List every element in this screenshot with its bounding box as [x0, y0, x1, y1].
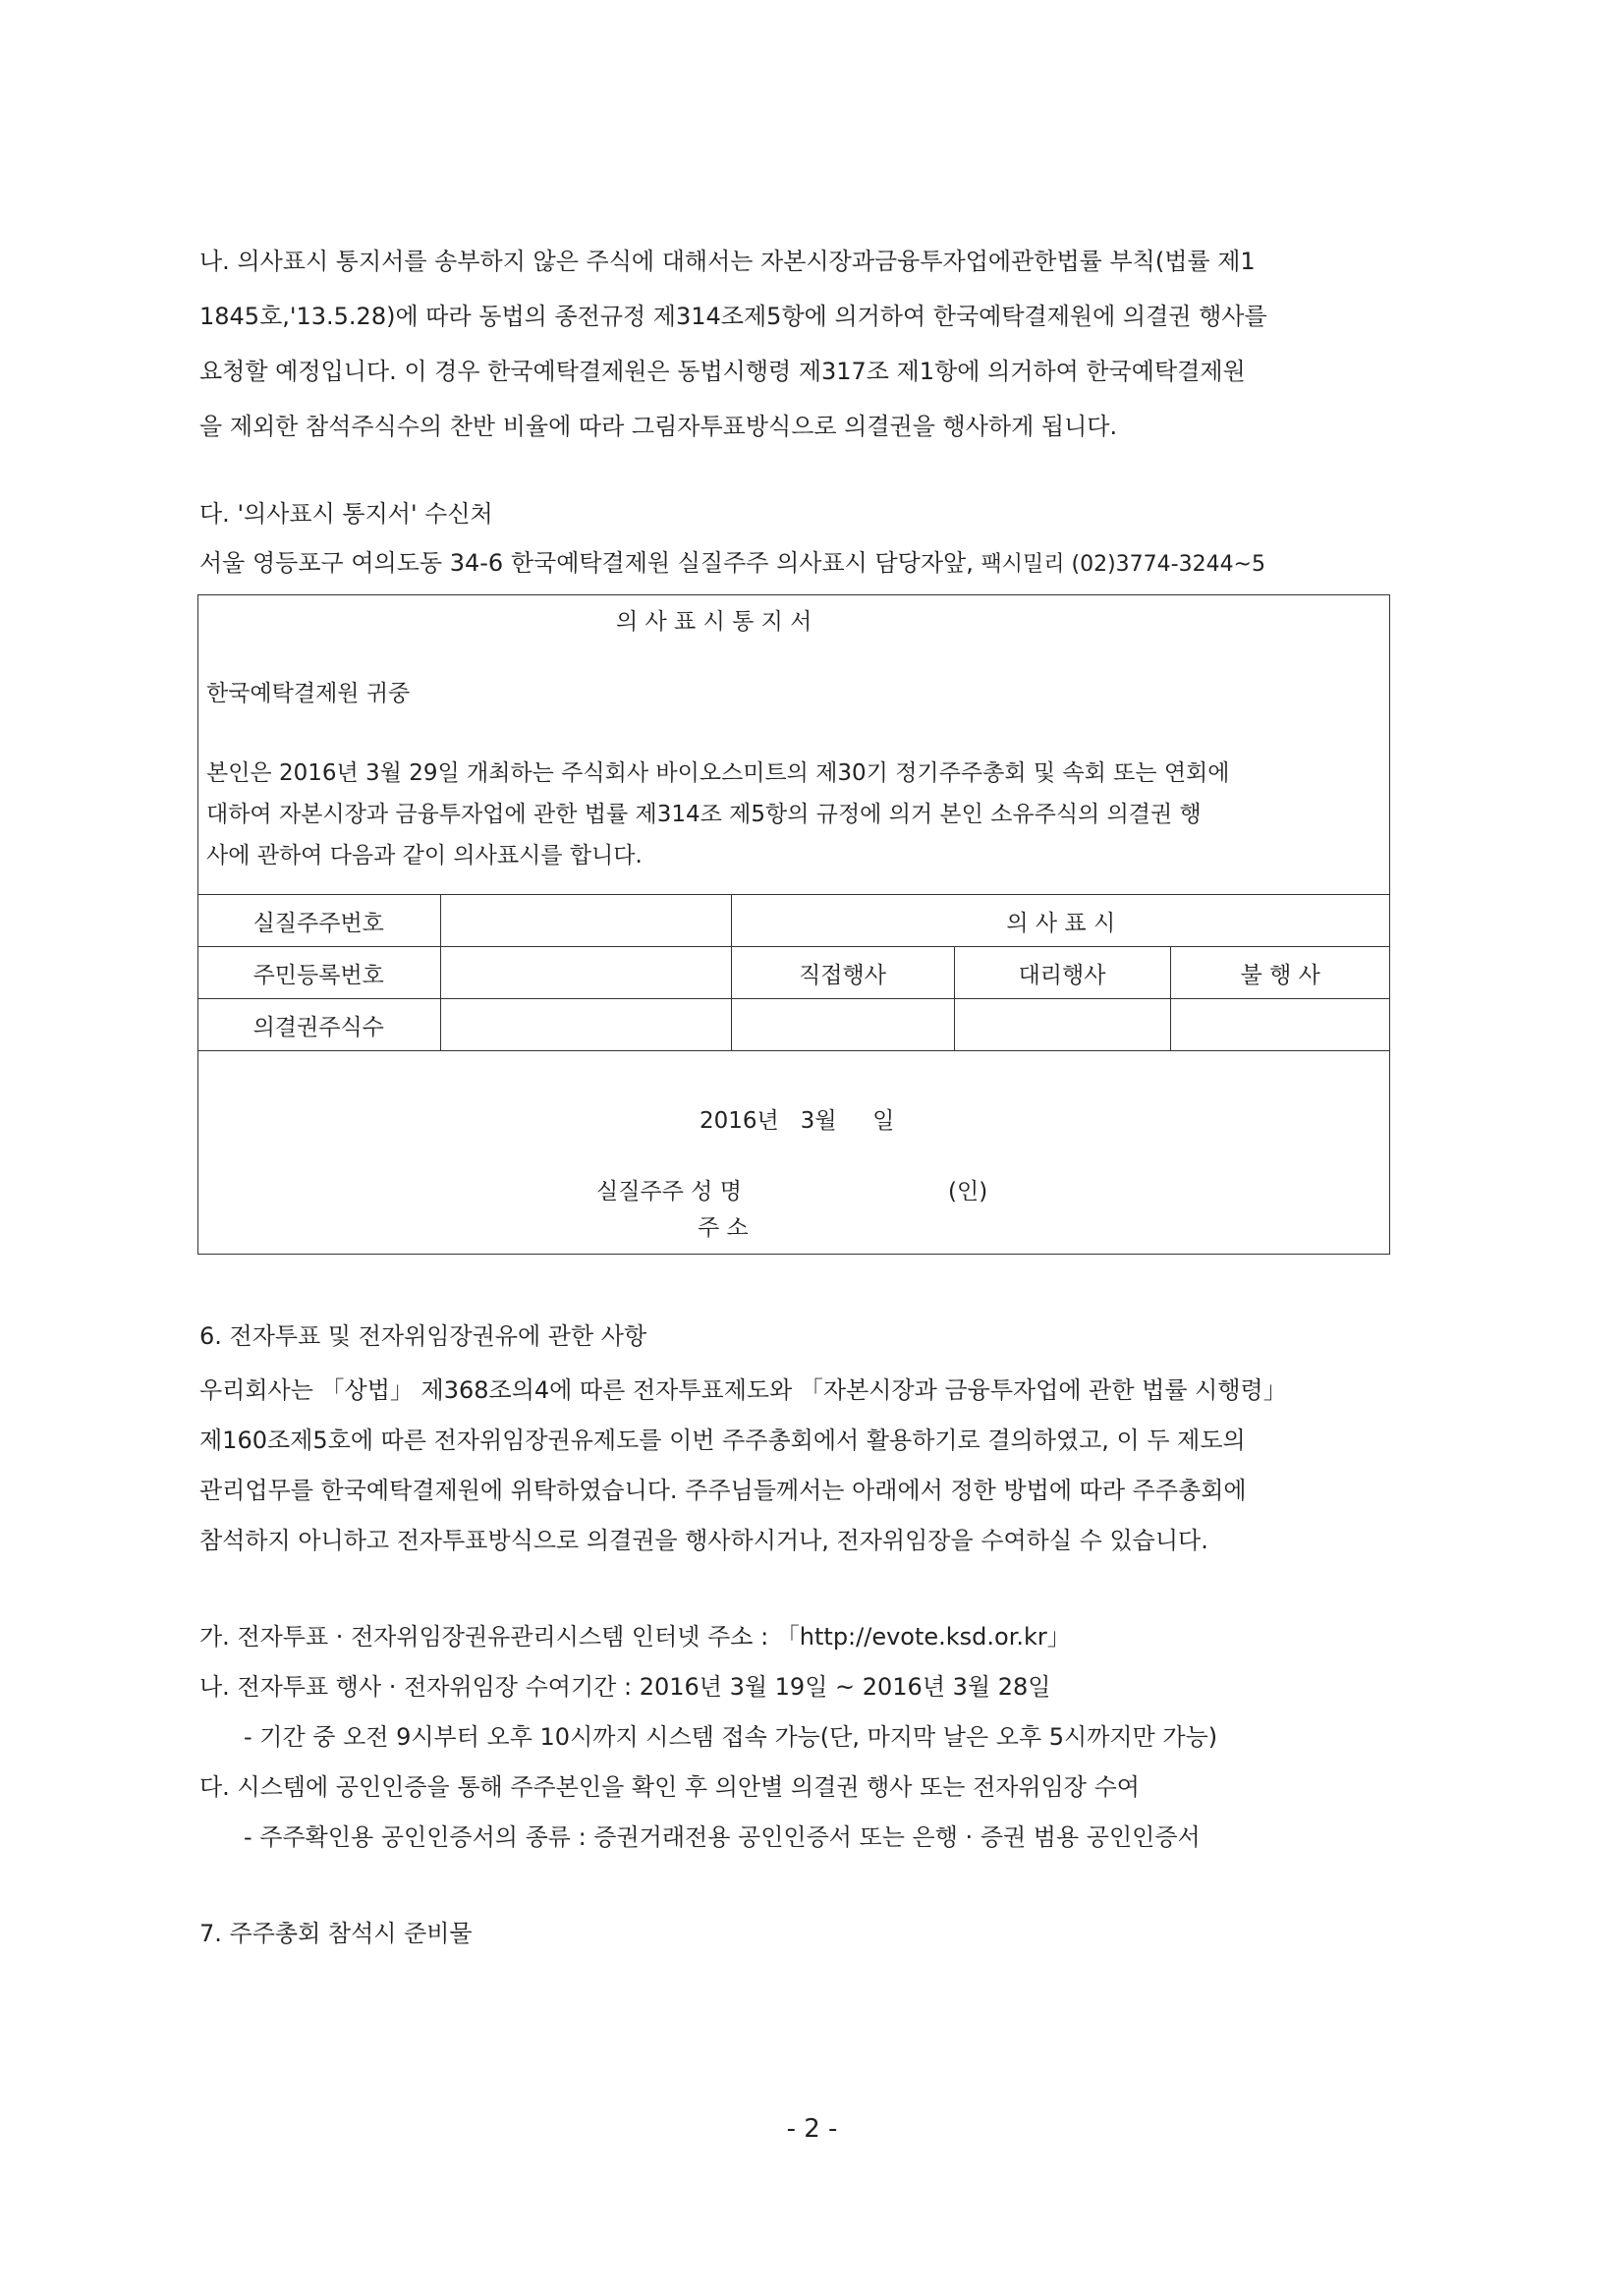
list-item-ga: 가. 전자투표 · 전자위임장권유관리시스템 인터넷 주소 : 「http://evote.ksd.or.kr」	[199, 1623, 1071, 1651]
paragraph-line: 나. 의사표시 통지서를 송부하지 않은 주식에 대해서는 자본시장과금융투자업에관한법률 부칙(법률 제1	[199, 248, 1256, 275]
fax-number: 팩시밀리 (02)3774-3244~5	[980, 552, 1265, 577]
intent-notice-form	[197, 594, 1390, 1255]
list-item-da: 다. 시스템에 공인인증을 통해 주주본인을 확인 후 의안별 의결권 행사 또는 전자위임장 수여	[199, 1773, 1140, 1801]
section-6-line: 제160조제5호에 따른 전자위임장권유제도를 이번 주주총회에서 활용하기로 결의하였고, 이 두 제도의	[199, 1427, 1246, 1454]
table-row	[197, 947, 1390, 999]
form-body-line: 대하여 자본시장과 금융투자업에 관한 법률 제314조 제5항의 규정에 의거 본인 소유주식의 의결권 행	[206, 802, 1202, 827]
no-exercise-header: 불 행 사	[1170, 947, 1390, 999]
direct-exercise-cell[interactable]	[731, 999, 954, 1051]
intent-header: 의 사 표 시	[731, 895, 1390, 947]
section-6-heading: 6. 전자투표 및 전자위임장권유에 관한 사항	[199, 1322, 647, 1350]
direct-exercise-header: 직접행사	[731, 947, 954, 999]
proxy-exercise-header: 대리행사	[954, 947, 1170, 999]
form-title: 의 사 표 시 통 지 서	[616, 609, 812, 635]
label-shareholder-number: 실질주주번호	[197, 895, 440, 947]
section-6-line: 우리회사는 「상법」 제368조의4에 따른 전자투표제도와 「자본시장과 금융투자업에 관한 법률 시행령」	[199, 1376, 1287, 1404]
page-number: - 2 -	[786, 2114, 838, 2144]
section-da-heading: 다. '의사표시 통지서' 수신처	[199, 500, 493, 528]
form-date: 2016년 3월 일	[700, 1108, 895, 1134]
form-body-line: 본인은 2016년 3월 29일 개최하는 주식회사 바이오스미트의 제30기 정기주주총회 및 속회 또는 연회에	[206, 760, 1230, 786]
form-addressee: 한국예탁결제원 귀중	[206, 681, 411, 706]
form-name-label: 실질주주 성 명	[596, 1179, 742, 1204]
voting-shares-cell[interactable]	[440, 999, 731, 1051]
label-voting-shares: 의결권주식수	[197, 999, 440, 1051]
no-exercise-cell[interactable]	[1170, 999, 1390, 1051]
list-item-na-sub: - 기간 중 오전 9시부터 오후 10시까지 시스템 접속 가능(단, 마지막 날은 오후 5시까지만 가능)	[244, 1723, 1218, 1751]
paragraph-line: 1845호,'13.5.28)에 따라 동법의 종전규정 제314조제5항에 의거하여 한국예탁결제원에 의결권 행사를	[199, 303, 1267, 330]
list-item-da-sub: - 주주확인용 공인인증서의 종류 : 증권거래전용 공인인증서 또는 은행 · 증권 범용 공인인증서	[244, 1823, 1201, 1851]
section-6-line: 참석하지 아니하고 전자투표방식으로 의결권을 행사하시거나, 전자위임장을 수여하실 수 있습니다.	[199, 1527, 1208, 1554]
section-6-line: 관리업무를 한국예탁결제원에 위탁하였습니다. 주주님들께서는 아래에서 정한 방법에 따라 주주총회에	[199, 1477, 1247, 1504]
paragraph-line: 요청할 예정입니다. 이 경우 한국예탁결제원은 동법시행령 제317조 제1항에 의거하여 한국예탁결제원	[199, 358, 1246, 385]
shareholder-number-cell[interactable]	[440, 895, 731, 947]
form-seal: (인)	[948, 1179, 988, 1204]
resident-number-cell[interactable]	[440, 947, 731, 999]
label-resident-number: 주민등록번호	[197, 947, 440, 999]
recipient-address	[199, 546, 1265, 582]
form-address-label: 주 소	[698, 1215, 749, 1241]
section-7-heading: 7. 주주총회 참석시 준비물	[199, 1920, 473, 1947]
address-text: 서울 영등포구 여의도동 34-6 한국예탁결제원 실질주주 의사표시 담당자앞,	[199, 549, 974, 577]
form-table	[197, 894, 1390, 1051]
form-body	[206, 753, 1385, 876]
table-row	[197, 895, 1390, 947]
paragraph-line: 을 제외한 참석주식수의 찬반 비율에 따라 그림자투표방식으로 의결권을 행사하게 됩니다.	[199, 413, 1118, 440]
form-body-line: 사에 관하여 다음과 같이 의사표시를 합니다.	[206, 843, 643, 868]
proxy-exercise-cell[interactable]	[954, 999, 1170, 1051]
table-row	[197, 999, 1390, 1051]
list-item-na: 나. 전자투표 행사 · 전자위임장 수여기간 : 2016년 3월 19일 ~ 2016년 3월 28일	[199, 1673, 1051, 1701]
